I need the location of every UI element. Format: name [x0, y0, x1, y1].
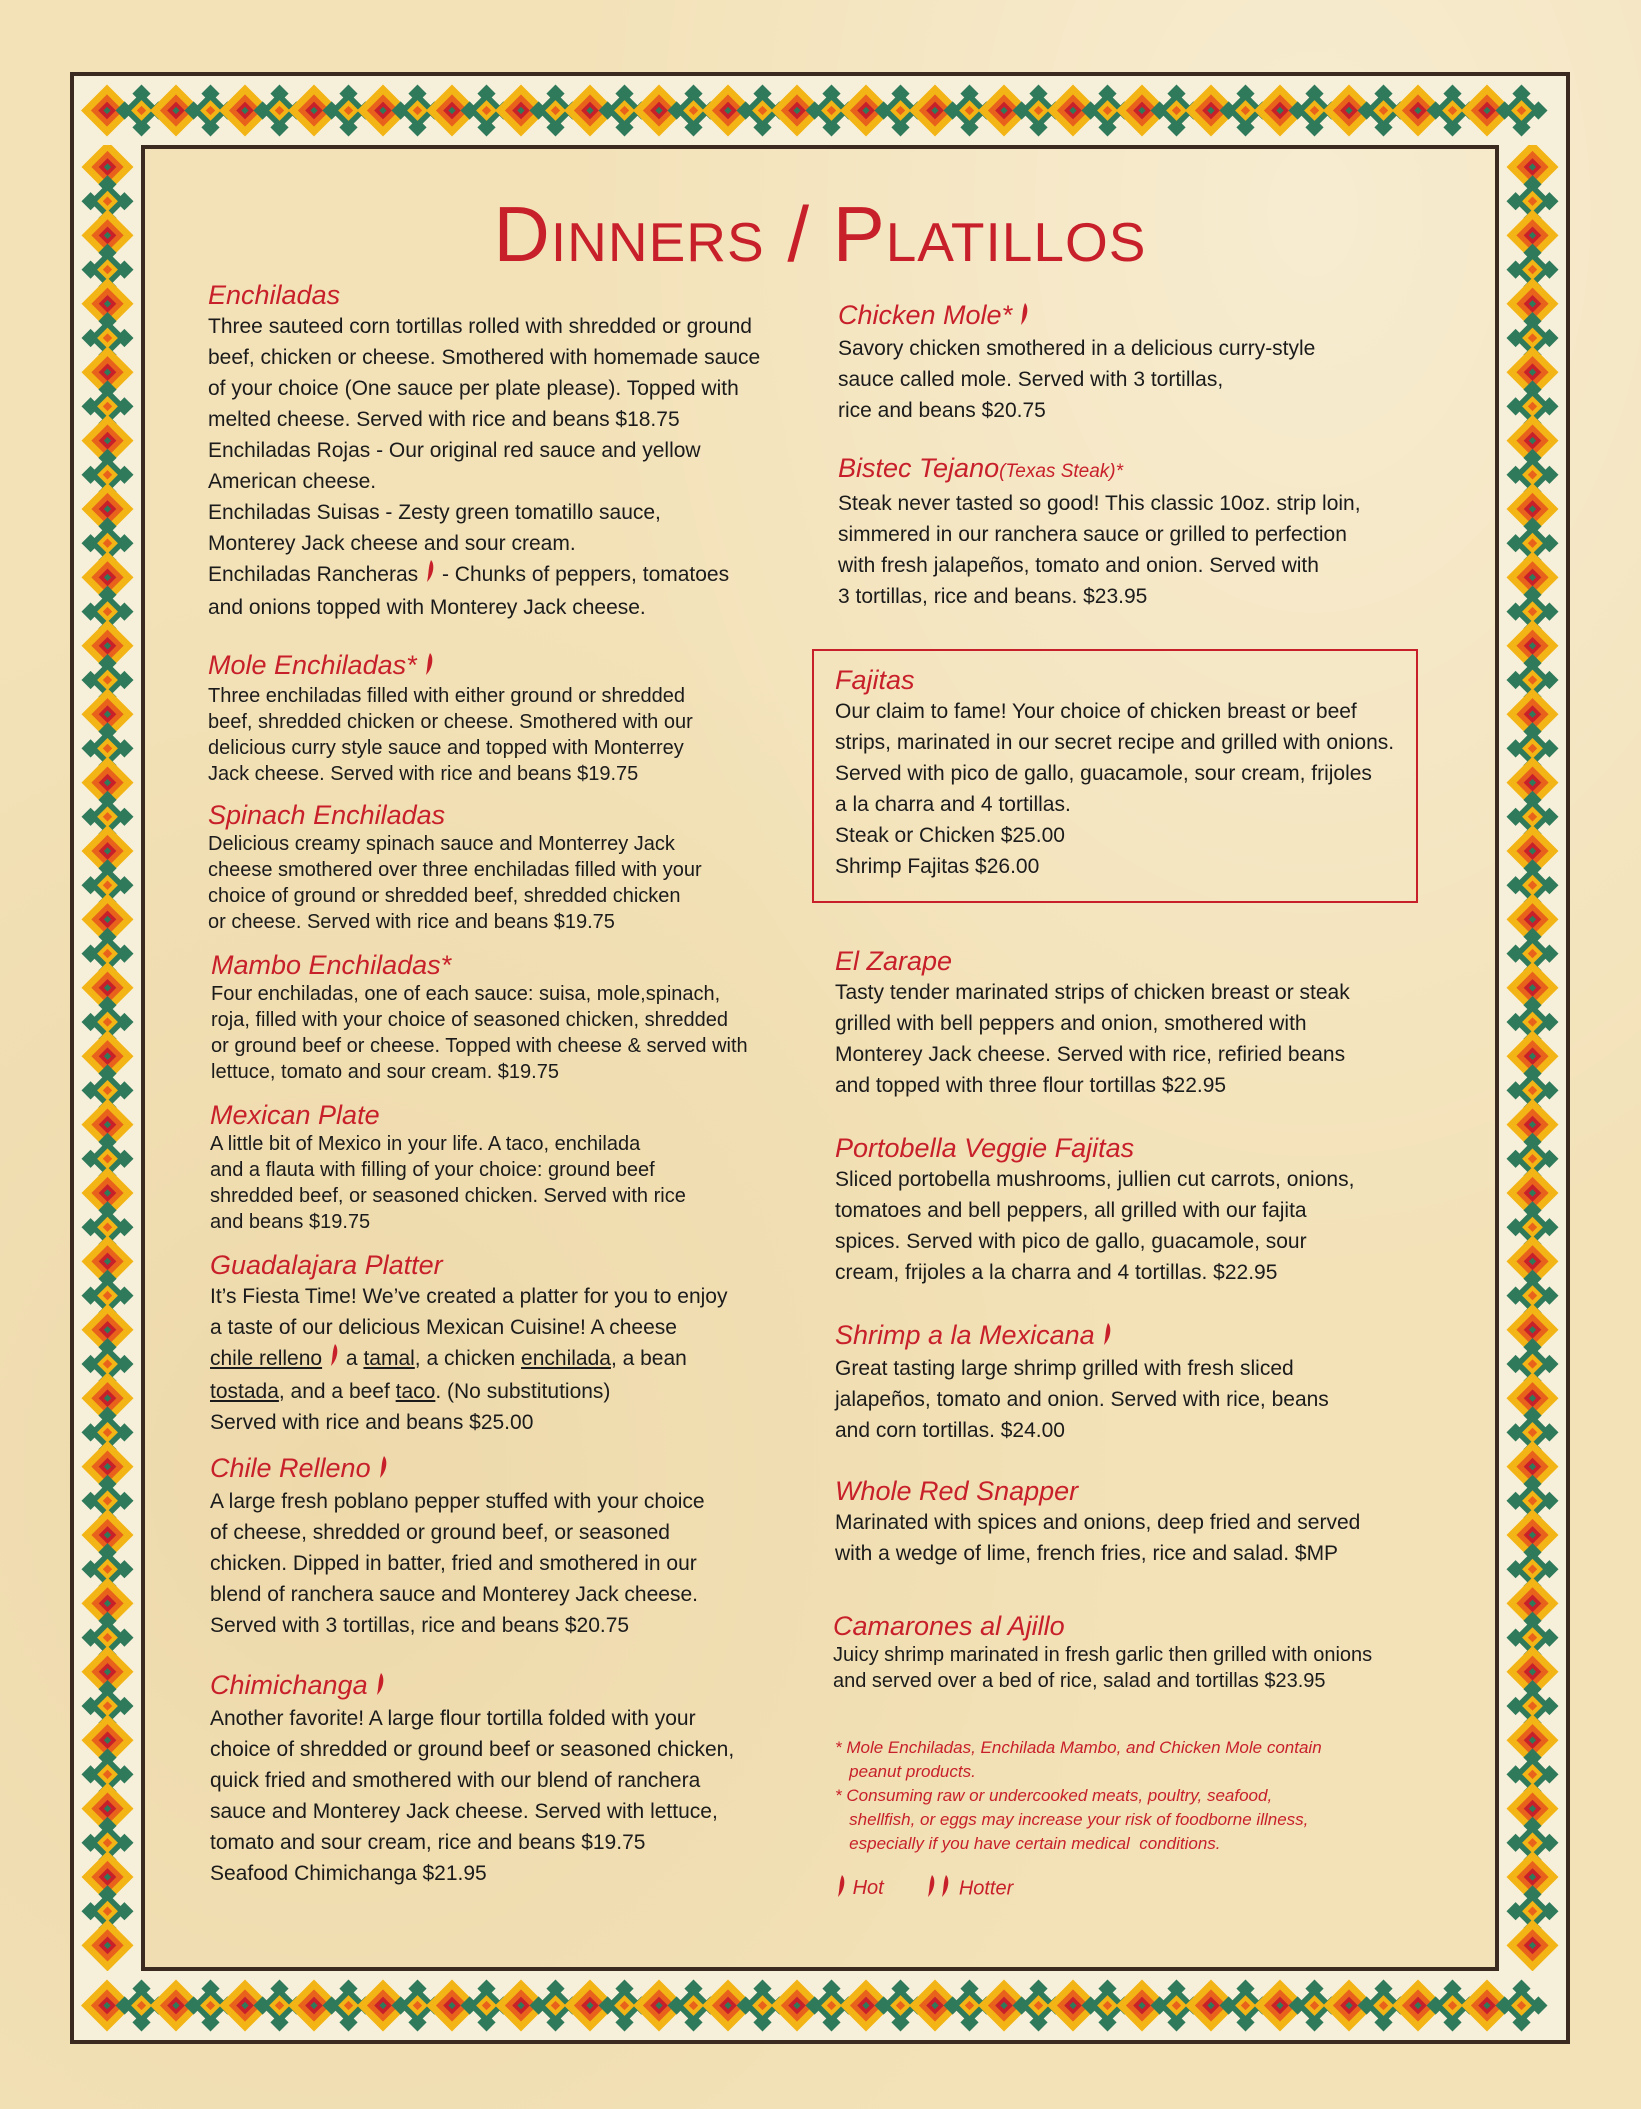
item-desc-line: of cheese, shredded or ground beef, or seasoned	[210, 1520, 670, 1544]
rancheras-desc: - Chunks of peppers, tomatoes	[436, 563, 730, 587]
text-chicken: , a chicken	[414, 1347, 522, 1371]
item-desc-line: beef, shredded chicken or cheese. Smothered with our	[208, 710, 693, 733]
item-name	[838, 299, 1438, 333]
chile-relleno-text: chile relleno	[210, 1347, 323, 1371]
menu-item-spinach-enchiladas	[208, 799, 808, 935]
item-desc-line: and served over a bed of rice, salad and tortillas $23.95	[833, 1670, 1326, 1692]
item-desc-line: Monterey Jack cheese. Served with rice, refiried beans	[835, 1043, 1346, 1066]
item-desc-line: Steak or Chicken $25.00	[835, 824, 1065, 847]
item-desc-line: Enchiladas Rojas - Our original red sauce and yellow	[208, 439, 701, 462]
item-desc-line: and beans $19.75	[210, 1211, 371, 1233]
pepper-icon	[374, 1671, 386, 1703]
item-name: Camarones al Ajillo	[833, 1611, 1065, 1641]
item-name-text: Chicken Mole*	[838, 300, 1013, 330]
pepper-icon	[1101, 1321, 1113, 1353]
item-subtitle: (Texas Steak)*	[999, 461, 1124, 482]
item-name-text: Chile Relleno	[210, 1453, 371, 1483]
menu-item-shrimp-a-la-mexicana	[835, 1319, 1435, 1446]
menu-item-mexican-plate	[210, 1099, 810, 1235]
item-desc-line: Seafood Chimichanga $21.95	[210, 1861, 487, 1885]
double-pepper-icon	[925, 1874, 953, 1904]
item-desc-line: Great tasting large shrimp grilled with fresh sliced	[835, 1356, 1294, 1380]
legend-hot: Hot	[852, 1877, 884, 1900]
item-desc-line: or ground beef or cheese. Topped with cheese & served with	[211, 1035, 748, 1057]
item-name: Mambo Enchiladas*	[211, 950, 452, 980]
pepper-icon	[424, 559, 436, 592]
note-line: * Mole Enchiladas, Enchilada Mambo, and Chicken Mole contain	[835, 1738, 1322, 1757]
item-desc-line: Our claim to fame! Your choice of chicken breast or beef	[835, 700, 1357, 723]
rancheras-name: Enchiladas Rancheras	[208, 563, 419, 587]
item-desc-line: Tasty tender marinated strips of chicken breast or steak	[835, 981, 1350, 1004]
item-desc-line: and a flauta with filling of your choice: ground beef	[210, 1159, 655, 1181]
item-desc-line: quick fried and smothered with our blend of ranchera	[210, 1768, 701, 1792]
item-desc-line: a taste of our delicious Mexican Cuisine! A cheese	[210, 1316, 677, 1339]
item-desc-line: Three sauteed corn tortillas rolled with shredded or ground	[208, 315, 752, 338]
item-desc-line: spices. Served with pico de gallo, guacamole, sour	[835, 1230, 1307, 1253]
pepper-icon	[423, 651, 435, 683]
item-desc-line: A large fresh poblano pepper stuffed with your choice	[210, 1489, 705, 1513]
item-name-text: Chimichanga	[210, 1670, 368, 1700]
item-name	[208, 649, 808, 683]
item-desc-line: Delicious creamy spinach sauce and Monterrey Jack	[208, 833, 675, 855]
item-name	[210, 1452, 810, 1486]
item-name	[835, 1319, 1435, 1353]
pepper-icon	[835, 1874, 847, 1904]
item-name-text: Mole Enchiladas*	[208, 650, 417, 680]
note-line: peanut products.	[835, 1762, 976, 1781]
spice-legend	[835, 1874, 1235, 1904]
item-desc-line	[210, 1343, 810, 1376]
menu-item-chile-relleno	[210, 1452, 810, 1641]
item-desc-line: with a wedge of lime, french fries, rice and salad. $MP	[835, 1542, 1339, 1565]
menu-item-el-zarape	[835, 945, 1435, 1101]
item-desc-line: rice and beans $20.75	[838, 398, 1046, 422]
item-desc-line: shredded beef, or seasoned chicken. Served with rice	[210, 1185, 686, 1207]
pepper-icon	[1018, 301, 1030, 333]
item-desc-line: Shrimp Fajitas $26.00	[835, 855, 1040, 878]
item-desc-line: of your choice (One sauce per plate please). Topped with	[208, 377, 739, 400]
item-desc-line: delicious curry style sauce and topped with Monterrey	[208, 736, 684, 759]
tamal-text: tamal	[363, 1347, 415, 1371]
item-desc-line: blend of ranchera sauce and Monterey Jack cheese.	[210, 1582, 698, 1606]
item-desc-line: melted cheese. Served with rice and beans $18.75	[208, 408, 680, 431]
item-desc-line: roja, filled with your choice of seasoned chicken, shredded	[211, 1009, 728, 1031]
menu-item-fajitas	[835, 664, 1425, 882]
menu-item-bistec-tejano	[838, 452, 1438, 612]
menu-item-enchiladas	[208, 279, 808, 623]
text-bean: , a bean	[610, 1347, 687, 1371]
item-desc-line: American cheese.	[208, 470, 377, 493]
item-desc-line: Served with pico de gallo, guacamole, sour cream, frijoles	[835, 762, 1372, 785]
menu-item-guadalajara-platter	[210, 1249, 810, 1438]
legend-hotter: Hotter	[958, 1877, 1014, 1900]
item-name: Guadalajara Platter	[210, 1250, 443, 1280]
item-name: Enchiladas	[208, 280, 341, 310]
item-desc-line: Jack cheese. Served with rice and beans $19.75	[208, 762, 639, 785]
item-desc-line: simmered in our ranchera sauce or grilled to perfection	[838, 523, 1347, 546]
item-desc-line	[210, 1376, 810, 1407]
item-desc-line: choice of shredded or ground beef or seasoned chicken,	[210, 1737, 735, 1761]
item-name	[210, 1669, 810, 1703]
text-beef: , and a beef	[278, 1380, 396, 1403]
item-name-text: Bistec Tejano	[838, 453, 1000, 483]
item-name: Fajitas	[835, 665, 915, 695]
item-desc-line: Marinated with spices and onions, deep fried and served	[835, 1511, 1361, 1534]
item-desc-line: Savory chicken smothered in a delicious curry-style	[838, 336, 1316, 360]
item-desc-line: and onions topped with Monterey Jack cheese.	[208, 596, 646, 619]
item-desc-line: cheese smothered over three enchiladas filled with your	[208, 859, 702, 881]
item-desc-line: strips, marinated in our secret recipe and grilled with onions.	[835, 731, 1395, 754]
item-desc-line: sauce and Monterey Jack cheese. Served with lettuce,	[210, 1799, 718, 1823]
allergen-notes	[835, 1736, 1455, 1856]
item-desc-line: Another favorite! A large flour tortilla folded with your	[210, 1706, 696, 1730]
item-desc-line: grilled with bell peppers and onion, smothered with	[835, 1012, 1307, 1035]
item-name: Whole Red Snapper	[835, 1476, 1079, 1506]
menu-item-chicken-mole	[838, 299, 1438, 426]
menu-item-portobella-veggie-fajitas	[835, 1132, 1435, 1288]
item-name: Mexican Plate	[210, 1100, 380, 1130]
item-desc-line: chicken. Dipped in batter, fried and smothered in our	[210, 1551, 697, 1575]
item-desc-line: tomato and sour cream, rice and beans $19.75	[210, 1830, 646, 1854]
item-desc-line	[208, 559, 808, 592]
item-desc-line: and topped with three flour tortillas $22.95	[835, 1074, 1227, 1097]
item-name: El Zarape	[835, 946, 953, 976]
menu-item-camarones-al-ajillo	[833, 1610, 1443, 1694]
item-desc-line: and corn tortillas. $24.00	[835, 1418, 1065, 1442]
item-name	[838, 452, 1438, 488]
item-desc-line: Monterey Jack cheese and sour cream.	[208, 532, 576, 555]
item-desc-line: lettuce, tomato and sour cream. $19.75	[211, 1061, 559, 1083]
item-desc-line: 3 tortillas, rice and beans. $23.95	[838, 585, 1148, 608]
taco-text: taco	[395, 1380, 436, 1403]
pepper-icon	[328, 1343, 340, 1376]
item-desc-line: Juicy shrimp marinated in fresh garlic then grilled with onions	[833, 1644, 1373, 1666]
item-desc-line: Steak never tasted so good! This classic 10oz. strip loin,	[838, 492, 1361, 515]
item-desc-line: It’s Fiesta Time! We’ve created a platter for you to enjoy	[210, 1285, 728, 1308]
menu-item-mambo-enchiladas	[211, 949, 831, 1085]
note-line: especially if you have certain medical conditions.	[835, 1834, 1221, 1853]
item-name: Portobella Veggie Fajitas	[835, 1133, 1135, 1163]
text-a: a	[340, 1347, 364, 1371]
page-title: Dinners / Platillos	[493, 190, 1147, 278]
item-desc-line: tomatoes and bell peppers, all grilled with our fajita	[835, 1199, 1307, 1222]
item-desc-line: or cheese. Served with rice and beans $19.75	[208, 911, 615, 933]
item-desc-line: cream, frijoles a la charra and 4 tortillas. $22.95	[835, 1261, 1278, 1284]
menu-item-mole-enchiladas	[208, 649, 808, 787]
item-desc-line: Served with rice and beans $25.00	[210, 1411, 534, 1434]
menu-item-chimichanga	[210, 1669, 810, 1889]
pepper-icon	[377, 1454, 389, 1486]
item-desc-line: sauce called mole. Served with 3 tortillas,	[838, 367, 1224, 391]
enchilada-text: enchilada	[521, 1347, 611, 1371]
tostada-text: tostada	[210, 1380, 279, 1403]
item-desc-line: jalapeños, tomato and onion. Served with rice, beans	[835, 1387, 1329, 1411]
item-desc-line: Sliced portobella mushrooms, jullien cut carrots, onions,	[835, 1168, 1355, 1191]
item-desc-line: Enchiladas Suisas - Zesty green tomatillo sauce,	[208, 501, 661, 524]
text-no-substitutions: . (No substitutions)	[435, 1380, 611, 1403]
item-desc-line: with fresh jalapeños, tomato and onion. Served with	[838, 554, 1319, 577]
item-desc-line: beef, chicken or cheese. Smothered with homemade sauce	[208, 346, 761, 369]
item-desc-line: Four enchiladas, one of each sauce: suisa, mole,spinach,	[211, 983, 721, 1005]
item-desc-line: a la charra and 4 tortillas.	[835, 793, 1071, 816]
note-line: * Consuming raw or undercooked meats, poultry, seafood,	[835, 1786, 1273, 1805]
item-desc-line: Three enchiladas filled with either ground or shredded	[208, 684, 685, 707]
note-line: shellfish, or eggs may increase your risk of foodborne illness,	[835, 1810, 1309, 1829]
item-desc-line: A little bit of Mexico in your life. A taco, enchilada	[210, 1133, 641, 1155]
item-name-text: Shrimp a la Mexicana	[835, 1320, 1095, 1350]
item-desc-line: choice of ground or shredded beef, shredded chicken	[208, 885, 681, 907]
menu-item-whole-red-snapper	[835, 1475, 1435, 1569]
item-name: Spinach Enchiladas	[208, 800, 446, 830]
item-desc-line: Served with 3 tortillas, rice and beans $20.75	[210, 1613, 630, 1637]
menu-content	[145, 149, 1495, 1967]
